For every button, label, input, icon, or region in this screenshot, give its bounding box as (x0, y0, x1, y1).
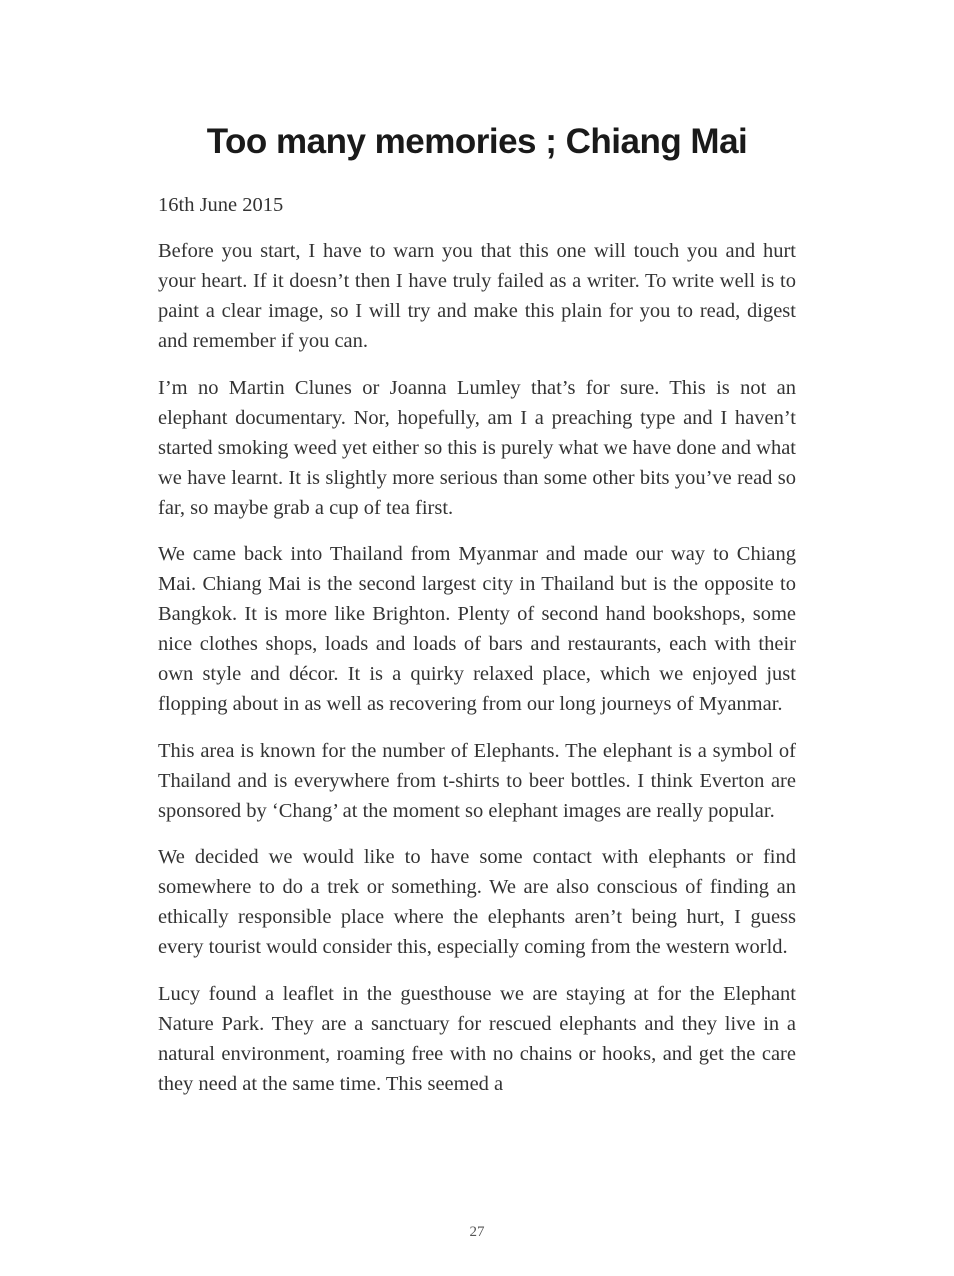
page-number: 27 (469, 1224, 485, 1240)
paragraph-5: We decided we would like to have some contact with elephants or find somewhere to do a trek or something. We are also conscious of finding an ethically responsible place where the elephants aren’t being hurt, I guess every tourist would consider this, especially coming from the western world. (158, 846, 796, 958)
page-title: Too many memories ; Chiang Mai (206, 122, 748, 161)
body-text (158, 190, 796, 1115)
paragraph-1: Before you start, I have to warn you that this one will touch you and hurt your heart. If it doesn’t then I have truly failed as a writer. To write well is to paint a clear image, so I will try and make this plain for you to read, digest and remember if you can. (158, 240, 796, 352)
entry-date: 16th June 2015 (158, 194, 284, 216)
paragraph-6: Lucy found a leaflet in the guesthouse we are staying at for the Elephant Nature Park. They are a sanctuary for rescued elephants and they live in a natural environment, roaming free with no chains or hooks, and get the care they need at the same time. This seemed a (158, 982, 796, 1095)
paragraph-4: This area is known for the number of Elephants. The elephant is a symbol of Thailand and is everywhere from t-shirts to beer bottles. I think Everton are sponsored by ‘Chang’ at the moment so elephant images are really popular. (158, 739, 796, 822)
paragraph-3: We came back into Thailand from Myanmar and made our way to Chiang Mai. Chiang Mai is the second largest city in Thailand but is the opposite to Bangkok. It is more like Brighton. Plenty of second hand bookshops, some nice clothes shops, loads and loads of bars and restaurants, each with their own style and décor. It is a quirky relaxed place, which we enjoyed just flopping about in as well as recovering from our long journeys of Myanmar. (158, 543, 796, 715)
paragraph-2: I’m no Martin Clunes or Joanna Lumley that’s for sure. This is not an elephant documentary. Nor, hopefully, am I a preaching type and I haven’t started smoking weed yet either so this is purely what we have done and what we have learnt. It is slightly more serious than some other bits you’ve read so far, so maybe grab a cup of tea first. (158, 376, 796, 519)
